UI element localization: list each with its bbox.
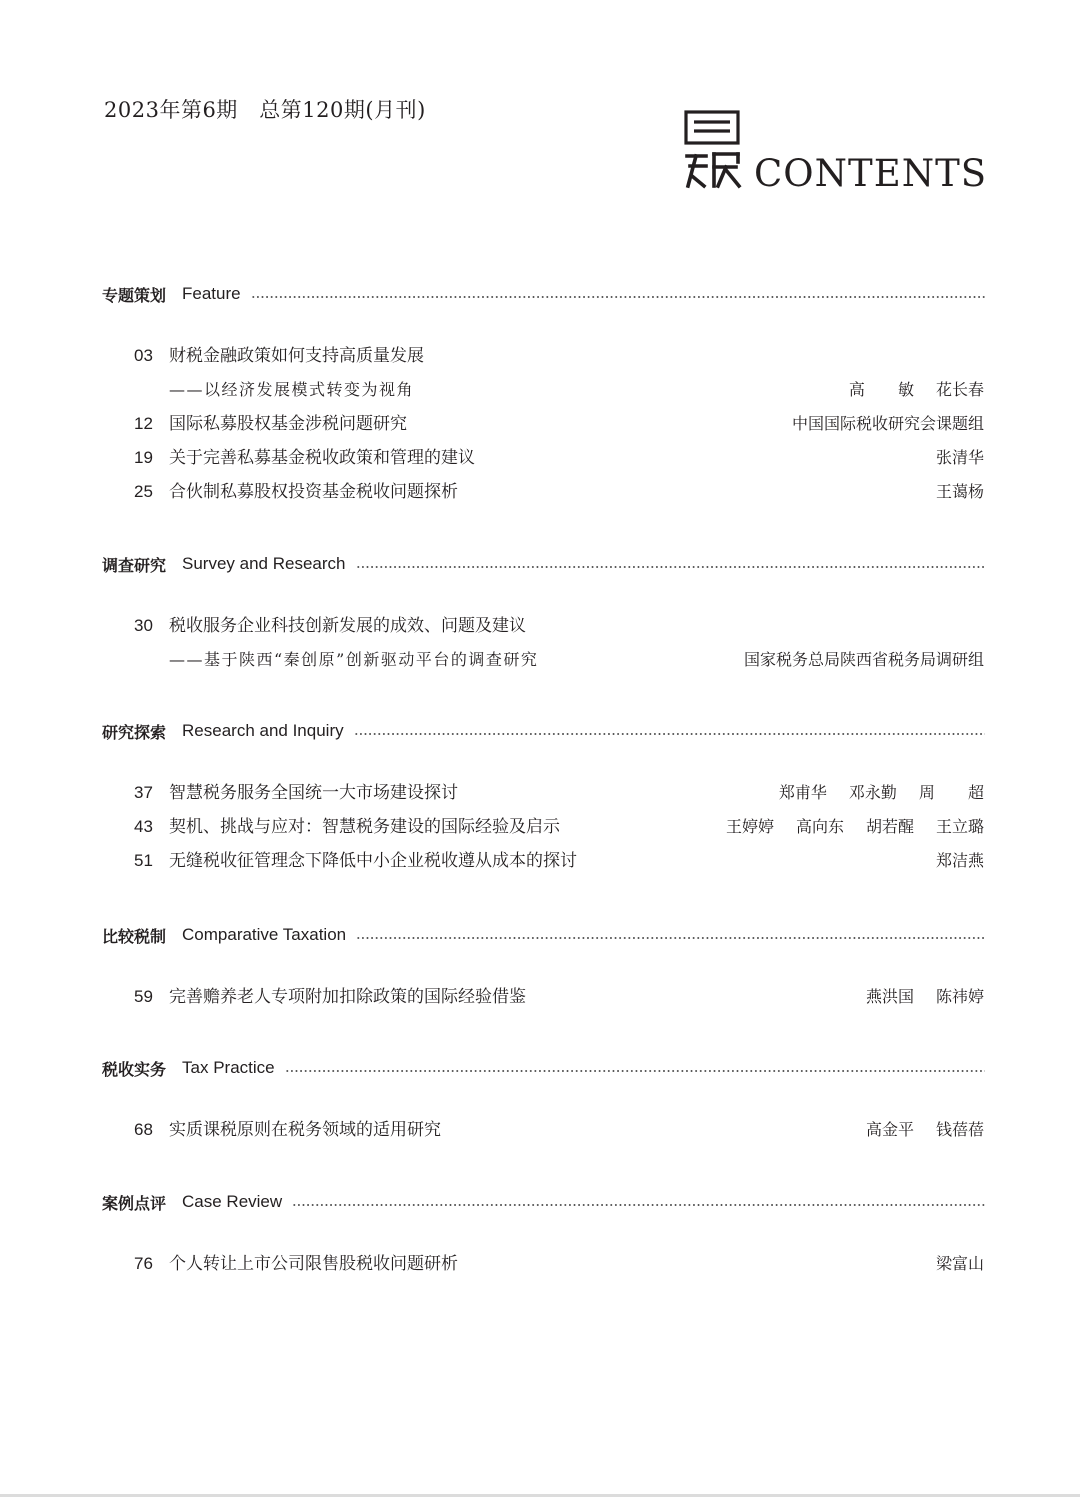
section-title-en: Survey and Research	[182, 554, 346, 573]
article-title: 税收服务企业科技创新发展的成效、问题及建议	[169, 616, 526, 636]
author: 高金平	[865, 1120, 914, 1139]
dot-leader	[285, 1069, 985, 1073]
dot-leader	[251, 295, 985, 299]
page-number: 12	[134, 414, 153, 433]
page-number: 76	[134, 1254, 153, 1273]
toc-entry[interactable]	[134, 1117, 984, 1143]
article-subtitle: ——以经济发展模式转变为视角	[169, 380, 415, 399]
author: 高向东	[795, 817, 844, 836]
section-title-en: Feature	[182, 284, 241, 303]
toc-entry-subtitle-row	[134, 647, 984, 673]
toc-entry[interactable]	[134, 984, 984, 1010]
mulu-logo-icon	[684, 110, 742, 190]
author: 郑甫华	[778, 783, 827, 802]
author: 王立璐	[935, 817, 984, 836]
section-title-cn: 税收实务	[102, 1059, 167, 1079]
toc-entry[interactable]	[134, 814, 984, 840]
authors	[726, 814, 984, 840]
article-title: 个人转让上市公司限售股税收问题研析	[169, 1254, 458, 1274]
article-title: 关于完善私募基金税收政策和管理的建议	[169, 448, 475, 468]
authors	[744, 647, 984, 673]
section-title-cn: 案例点评	[102, 1193, 167, 1213]
dot-leader	[354, 732, 985, 736]
page-number: 43	[134, 817, 153, 836]
author: 周 超	[918, 783, 998, 802]
section-header-feature	[102, 282, 985, 306]
contents-heading	[684, 110, 988, 195]
section-title-en: Case Review	[182, 1192, 283, 1211]
author: 国家税务总局陕西省税务局调研组	[743, 650, 984, 669]
dot-leader	[292, 1203, 985, 1207]
article-title: 实质课税原则在税务领域的适用研究	[169, 1120, 441, 1140]
dot-leader	[356, 936, 985, 940]
page-number: 37	[134, 783, 153, 802]
section-title-cn: 调查研究	[102, 555, 167, 575]
page-number: 68	[134, 1120, 153, 1139]
section-header-comparative	[102, 923, 985, 947]
authors	[936, 479, 984, 505]
article-title: 财税金融政策如何支持高质量发展	[169, 346, 424, 366]
page-number: 19	[134, 448, 153, 467]
author: 钱蓓蓓	[935, 1120, 984, 1139]
toc-entry[interactable]	[134, 479, 984, 505]
author: 王蔼杨	[935, 482, 984, 501]
page-number: 51	[134, 851, 153, 870]
article-title: 完善赡养老人专项附加扣除政策的国际经验借鉴	[169, 987, 526, 1007]
section-title-cn: 专题策划	[102, 285, 167, 305]
section-header-survey	[102, 552, 985, 576]
toc-entry[interactable]	[134, 343, 984, 369]
authors	[866, 984, 984, 1010]
author: 燕洪国	[865, 987, 914, 1006]
author: 张清华	[935, 448, 984, 467]
author: 陈祎婷	[935, 987, 984, 1006]
section-title-cn: 比较税制	[102, 926, 167, 946]
page-number: 30	[134, 616, 153, 635]
contents-word: CONTENTS	[754, 152, 988, 195]
section-title-en: Tax Practice	[182, 1058, 275, 1077]
authors	[936, 1251, 984, 1277]
toc-entry[interactable]	[134, 445, 984, 471]
issue-line: 2023年第6期 总第120期(月刊)	[104, 98, 426, 122]
section-header-case-review	[102, 1190, 985, 1214]
authors	[936, 848, 984, 874]
toc-entry-subtitle-row	[134, 377, 984, 403]
author: 胡若醒	[865, 817, 914, 836]
dot-leader	[356, 565, 986, 569]
article-title: 合伙制私募股权投资基金税收问题探析	[169, 482, 458, 502]
article-title: 契机、挑战与应对：智慧税务建设的国际经验及启示	[169, 817, 560, 837]
author: 高 敏	[848, 380, 928, 399]
section-title-en: Comparative Taxation	[182, 925, 347, 944]
toc-entry[interactable]	[134, 411, 984, 437]
article-subtitle: ——基于陕西“秦创原”创新驱动平台的调查研究	[169, 650, 539, 669]
section-header-practice	[102, 1056, 985, 1080]
section-title-cn: 研究探索	[102, 722, 167, 742]
authors	[866, 1117, 984, 1143]
toc-entry[interactable]	[134, 613, 984, 639]
author: 梁富山	[935, 1254, 984, 1273]
toc-entry[interactable]	[134, 780, 998, 806]
toc-entry[interactable]	[134, 1251, 984, 1277]
authors	[849, 377, 984, 403]
author: 花长春	[935, 380, 984, 399]
author: 中国国际税收研究会课题组	[791, 414, 984, 433]
author: 王婷婷	[725, 817, 774, 836]
authors	[792, 411, 984, 437]
page-number: 59	[134, 987, 153, 1006]
author: 郑洁燕	[935, 851, 984, 870]
section-header-research	[102, 719, 985, 743]
article-title: 智慧税务服务全国统一大市场建设探讨	[169, 783, 458, 803]
toc-entry[interactable]	[134, 848, 984, 874]
article-title: 国际私募股权基金涉税问题研究	[169, 414, 407, 434]
section-title-en: Research and Inquiry	[182, 721, 344, 740]
authors	[778, 780, 998, 806]
author: 邓永勤	[848, 783, 897, 802]
page-number: 25	[134, 482, 153, 501]
authors	[936, 445, 984, 471]
article-title: 无缝税收征管理念下降低中小企业税收遵从成本的探讨	[169, 851, 577, 871]
page-number: 03	[134, 346, 153, 365]
